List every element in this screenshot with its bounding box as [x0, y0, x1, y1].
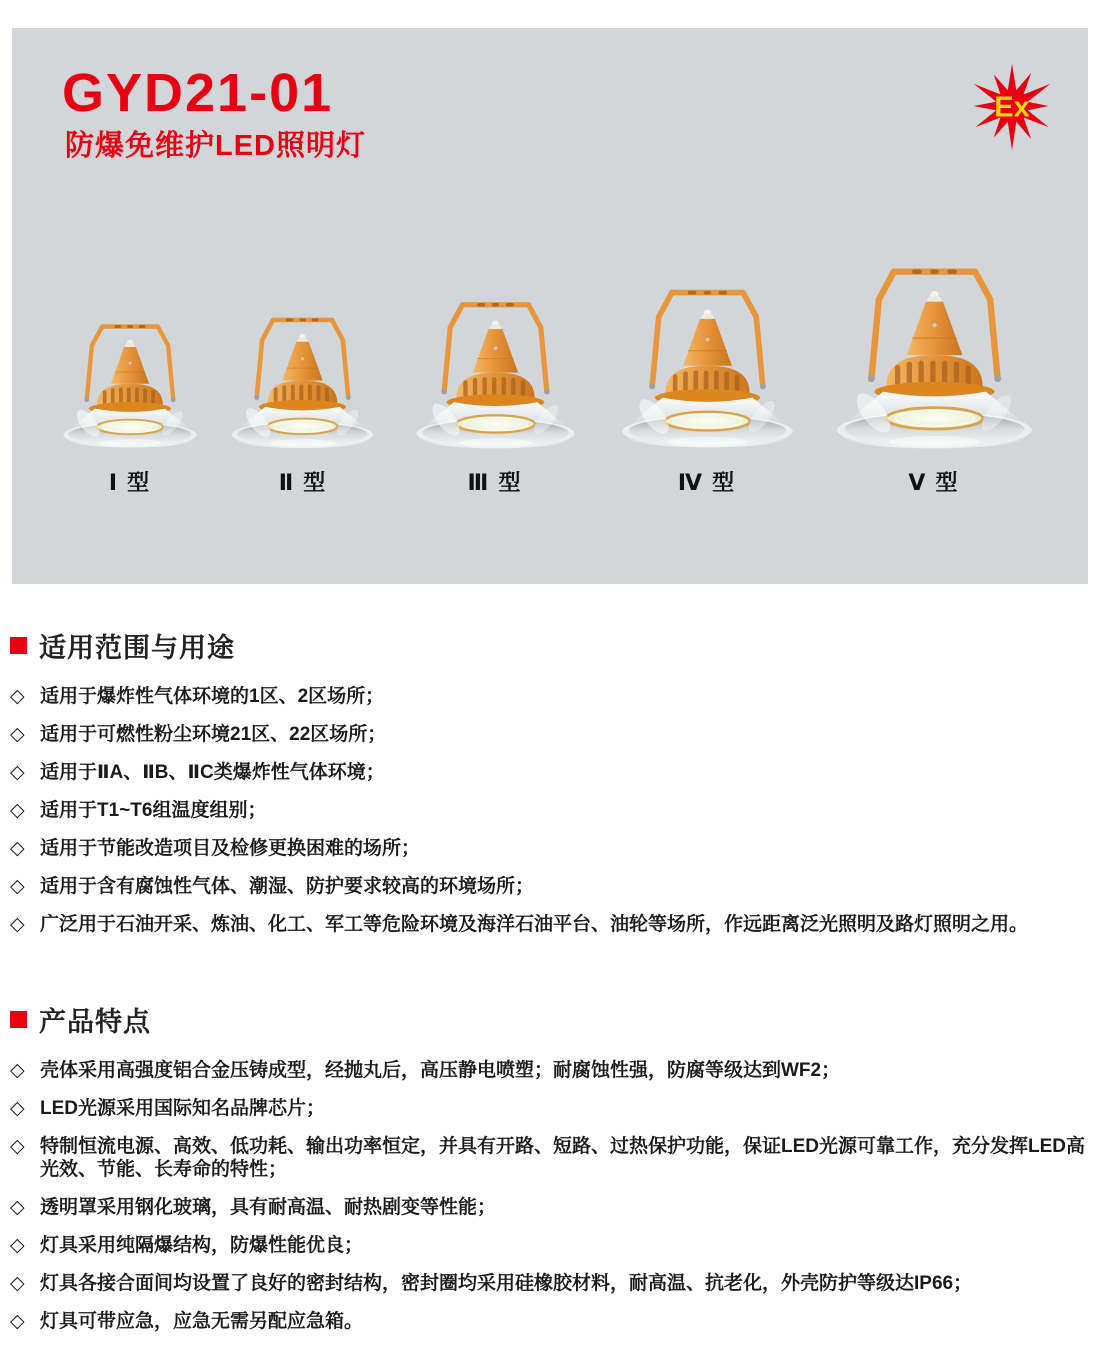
lamp-label-type4: Ⅳ 型	[677, 470, 737, 495]
diamond-bullet-icon: ◇	[10, 1273, 25, 1294]
bullet-text: LED光源采用国际知名品牌芯片；	[40, 1098, 326, 1119]
bullet-text: 灯具各接合面间均设置了良好的密封结构，密封圈均采用硅橡胶材料，耐高温、抗老化，外壳防护等级达IP66；	[40, 1273, 973, 1294]
list-item	[10, 1097, 1090, 1120]
diamond-bullet-icon: ◇	[10, 914, 25, 935]
bullet-text: 适用于可燃性粉尘环境21区、22区场所；	[40, 724, 387, 745]
section-heading	[10, 626, 1090, 665]
list-item	[10, 1059, 1090, 1082]
diamond-bullet-icon: ◇	[10, 724, 25, 745]
diamond-bullet-icon: ◇	[10, 1311, 25, 1332]
bullet-text: 灯具采用纯隔爆结构，防爆性能优良；	[40, 1235, 364, 1256]
diamond-bullet-icon: ◇	[10, 1235, 25, 1256]
hero-panel	[12, 28, 1088, 584]
list-item	[10, 837, 1090, 860]
list-item	[10, 799, 1090, 822]
section-title: 适用范围与用途	[39, 633, 235, 663]
lamp-image-type5	[822, 261, 1047, 459]
list-item	[10, 685, 1090, 708]
diamond-bullet-icon: ◇	[10, 1060, 25, 1081]
bullet-list	[10, 1059, 1090, 1333]
list-item	[10, 1135, 1090, 1181]
bullet-text: 适用于含有腐蚀性气体、潮湿、防护要求较高的环境场所；	[40, 876, 535, 897]
bullet-text: 壳体采用高强度铝合金压铸成型，经抛丸后，高压静电喷塑；耐腐蚀性强，防腐等级达到WF2；	[40, 1060, 841, 1081]
lamp-image-type1	[53, 319, 207, 455]
red-square-icon	[10, 1011, 27, 1028]
diamond-bullet-icon: ◇	[10, 876, 25, 897]
ex-starburst-icon	[964, 58, 1060, 154]
lamp-image-type3	[404, 296, 587, 457]
ex-mark-label: Ex	[994, 91, 1030, 124]
lamp-label-type3: Ⅲ 型	[467, 470, 523, 495]
page-subtitle: 防爆免维护LED照明灯	[65, 130, 367, 162]
page-title: GYD21-01	[62, 63, 334, 123]
section-title: 产品特点	[39, 1007, 151, 1037]
bullet-text: 灯具可带应急，应急无需另配应急箱。	[40, 1311, 364, 1332]
list-item	[10, 875, 1090, 898]
bullet-text: 适用于ⅡA、ⅡB、ⅡC类爆炸性气体环境；	[40, 762, 385, 783]
list-item	[10, 1310, 1090, 1333]
bullet-text: 特制恒流电源、高效、低功耗、输出功率恒定，并具有开路、短路、过热保护功能，保证LED光源可靠工作，充分发挥LED高光效、节能、长寿命的特性；	[40, 1136, 1086, 1180]
bullet-text: 透明罩采用钢化玻璃，具有耐高温、耐热剧变等性能；	[40, 1197, 497, 1218]
diamond-bullet-icon: ◇	[10, 800, 25, 821]
bullet-text: 广泛用于石油开采、炼油、化工、军工等危险环境及海洋石油平台、油轮等场所，作远距离泛光照明及路灯照明之用。	[40, 914, 1029, 935]
section-product-features	[10, 1000, 1090, 1348]
list-item	[10, 913, 1090, 936]
list-item	[10, 723, 1090, 746]
list-item	[10, 1234, 1090, 1257]
list-item	[10, 761, 1090, 784]
bullet-text: 适用于T1~T6组温度组别；	[40, 800, 267, 821]
bullet-text: 适用于节能改造项目及检修更换困难的场所；	[40, 838, 421, 859]
list-item	[10, 1196, 1090, 1219]
diamond-bullet-icon: ◇	[10, 1136, 25, 1157]
lamp-image-type2	[221, 312, 384, 456]
diamond-bullet-icon: ◇	[10, 762, 25, 783]
red-square-icon	[10, 637, 27, 654]
lamp-label-type1: Ⅰ 型	[108, 470, 152, 495]
list-item	[10, 1272, 1090, 1295]
lamp-label-type2: Ⅱ 型	[278, 470, 328, 495]
bullet-list	[10, 685, 1090, 936]
bullet-text: 适用于爆炸性气体环境的1区、2区场所；	[40, 686, 385, 707]
diamond-bullet-icon: ◇	[10, 1197, 25, 1218]
diamond-bullet-icon: ◇	[10, 686, 25, 707]
section-heading	[10, 1000, 1090, 1039]
diamond-bullet-icon: ◇	[10, 838, 25, 859]
diamond-bullet-icon: ◇	[10, 1098, 25, 1119]
lamp-image-type4	[609, 283, 806, 457]
section-application-scope	[10, 626, 1090, 951]
lamp-label-type5: Ⅴ 型	[908, 470, 960, 495]
